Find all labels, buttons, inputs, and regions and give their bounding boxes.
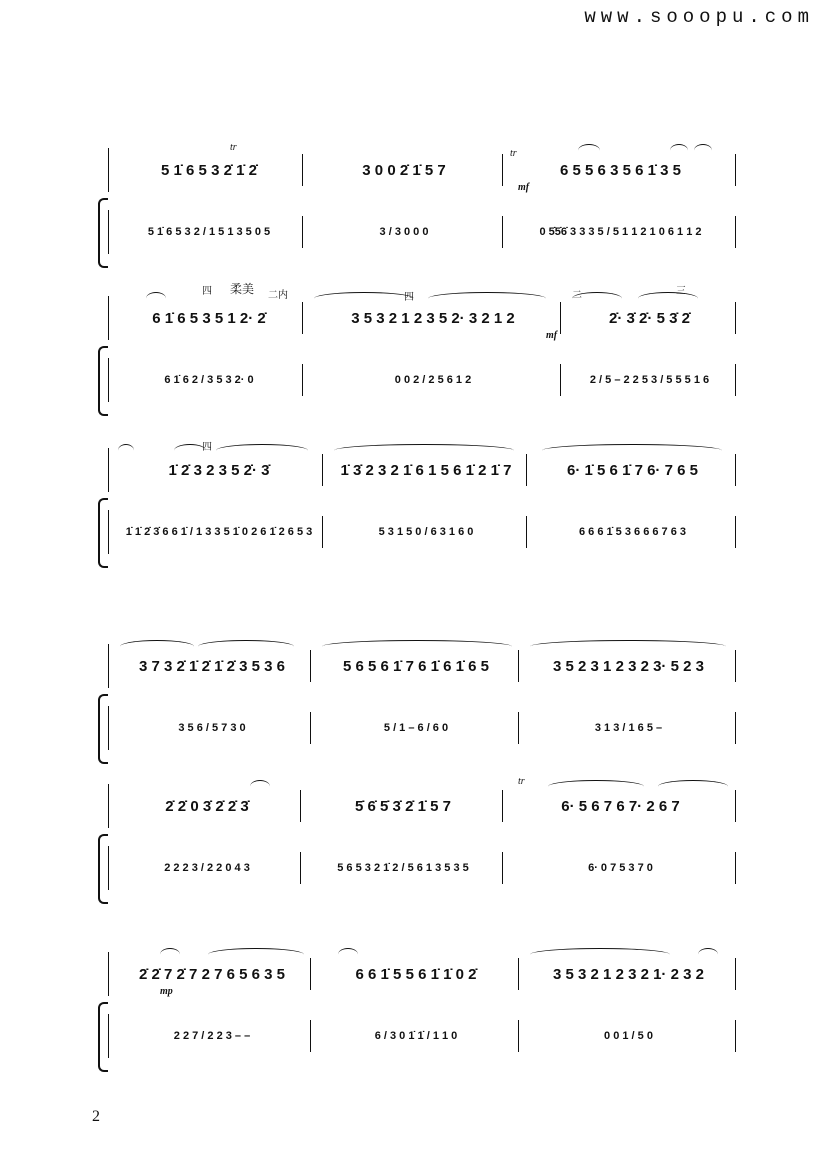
- measure: 1̇ 3̇ 2 3 2 1̇ 6 1 5 6 1̇ 2 1̇ 7: [340, 461, 512, 479]
- expression-gentle: 柔美: [230, 282, 255, 296]
- slur: [658, 780, 728, 793]
- finger-4: 四: [202, 286, 212, 297]
- finger-2: 二: [572, 290, 582, 301]
- slur: [572, 292, 622, 305]
- slur: [314, 292, 414, 305]
- measure: 5 6 5 6 1̇ 7 6 1̇ 6 1̇ 6 5: [343, 657, 489, 675]
- measure: 0 0 2 / 2 5 6 1 2: [394, 374, 472, 386]
- measure: 6 5 5 6 3 5 6 1̇ 3 5: [560, 161, 681, 179]
- slur: [120, 640, 194, 653]
- slur: [548, 780, 644, 793]
- slur: [694, 144, 712, 157]
- measure: 6 / 3 0 1̇ 1̇ / 1 1 0: [374, 1030, 458, 1042]
- measure: 6· 1̇ 5 6 1̇ 7 6· 7 6 5: [567, 461, 698, 479]
- measure: 2 2 7 / 2 2 3 – –: [173, 1030, 251, 1042]
- measure: 6· 0 7 5 3 7 0: [588, 862, 653, 874]
- trill-mark: tr: [510, 148, 517, 159]
- melody-staff: [98, 952, 738, 996]
- slur: [578, 144, 600, 157]
- measure: 2̇ 2̇ 0 3̇ 2̇ 2̇ 3̇: [165, 797, 249, 815]
- melody-staff: [98, 776, 738, 828]
- measure: 1̇ 2̇ 3 2 3 5 2̇· 3̇: [168, 461, 270, 479]
- accompaniment-staff: [98, 358, 738, 402]
- slur: [530, 948, 670, 961]
- accompaniment-staff: [98, 210, 738, 254]
- finger-4: 四: [404, 292, 414, 303]
- measure: 6 6 1̇ 5 5 6 1̇ 1̇ 0 2̇: [355, 965, 477, 983]
- slur: [250, 780, 270, 793]
- slur: [146, 292, 166, 305]
- trill-mark: tr: [518, 776, 525, 787]
- measure: 5̇ 6̇ 5̇ 3̇ 2̇ 1̇ 5 7: [355, 797, 451, 815]
- finger-inner-2: 二内: [268, 290, 288, 301]
- measure: 5 3 1 5 0 / 6 3 1 6 0: [378, 526, 474, 538]
- measure: 2 / 5 – 2 2 5 3 / 5 5 5 1 6: [589, 374, 710, 386]
- slur: [160, 948, 180, 961]
- melody-staff: [98, 442, 738, 492]
- slur: [208, 948, 304, 961]
- slur: [338, 948, 358, 961]
- slur: [542, 444, 722, 457]
- dynamic-mf: mf: [518, 182, 530, 193]
- measure: 1̇ 1̇ 2̇ 3̇ 6 6 1̇ / 1 3 3 5 1̇ 0 2 6 1̇ 2 6 5 3: [125, 526, 313, 538]
- measure: 3 7 3 2̇ 1̇ 2̇ 1̇ 2̇ 3 5 3 6: [139, 657, 285, 675]
- finger-3: 三: [676, 286, 686, 297]
- measure: 2̇ 2̇ 7 2̇ 7 2 7 6 5 6 3 5: [139, 965, 285, 983]
- measure: 0 0 1 / 5 0: [604, 1030, 653, 1042]
- slur: [322, 640, 512, 653]
- accompaniment-staff: [98, 846, 738, 890]
- slur: [698, 948, 718, 961]
- measure: 5 6 5 3 2 1̇ 2 / 5 6 1 3 5 3 5: [337, 862, 469, 874]
- measure: 3 5 3 2 1 2 3 2 1· 2 3 2: [553, 965, 704, 983]
- measure: 3 0 0 2̇ 1̇ 5 7: [362, 161, 446, 179]
- finger-4: 四: [202, 442, 212, 453]
- measure: 6· 5 6 7 6 7· 2 6 7: [561, 797, 680, 815]
- measure: 2̇· 3̇ 2̇· 5 3̇ 2̇: [609, 309, 690, 327]
- accompaniment-staff: [98, 706, 738, 750]
- accompaniment-staff: [98, 510, 738, 554]
- slur: [174, 444, 206, 457]
- measure: 3 5 3 2 1 2 3 5 2· 3 2 1 2: [351, 309, 515, 327]
- slur: [670, 144, 688, 157]
- page-number: 2: [92, 1108, 100, 1125]
- slur: [530, 640, 726, 653]
- melody-staff: [98, 142, 738, 193]
- slur: [216, 444, 308, 457]
- measure: 3 1 3 / 1 6 5 –: [594, 722, 663, 734]
- measure: 2 2 2 3 / 2 2 0 4 3: [164, 862, 250, 874]
- measure: 3 5 6 / 5 7 3 0: [178, 722, 246, 734]
- accompaniment-staff: [98, 1014, 738, 1058]
- measure: 3 5 2 3 1 2 3 2 3· 5 2 3: [553, 657, 704, 675]
- measure: 6 1̇ 6 2 / 3 5 3 2· 0: [164, 374, 254, 386]
- measure: 6 6 6 1̇ 5 3 6 6 6 7 6 3: [578, 526, 687, 538]
- slur: [334, 444, 514, 457]
- dynamic-mf: mf: [546, 330, 558, 341]
- measure: 5 1̇ 6 5 3 2̇ 1̇ 2̇: [161, 161, 257, 179]
- site-watermark: www.sooopu.com: [584, 6, 814, 28]
- slur: [198, 640, 294, 653]
- measure: 0 5̇5̇6̇ 3 3 3 5 / 5 1 1 2 1 0 6 1 1 2: [539, 226, 702, 238]
- trill-mark: tr: [230, 142, 237, 153]
- melody-staff: [98, 282, 738, 341]
- melody-staff: [98, 644, 738, 688]
- measure: 6 1̇ 6 5 3 5 1 2· 2̇: [152, 309, 266, 327]
- dynamic-mp: mp: [160, 986, 173, 997]
- measure: 5 1̇ 6 5 3 2 / 1 5 1 3 5 0 5: [147, 226, 271, 238]
- slur: [118, 444, 134, 457]
- measure: 3 / 3 0 0 0: [379, 226, 429, 238]
- slur: [638, 292, 698, 305]
- measure: 5 / 1 – 6 / 6 0: [383, 722, 449, 734]
- slur: [428, 292, 546, 305]
